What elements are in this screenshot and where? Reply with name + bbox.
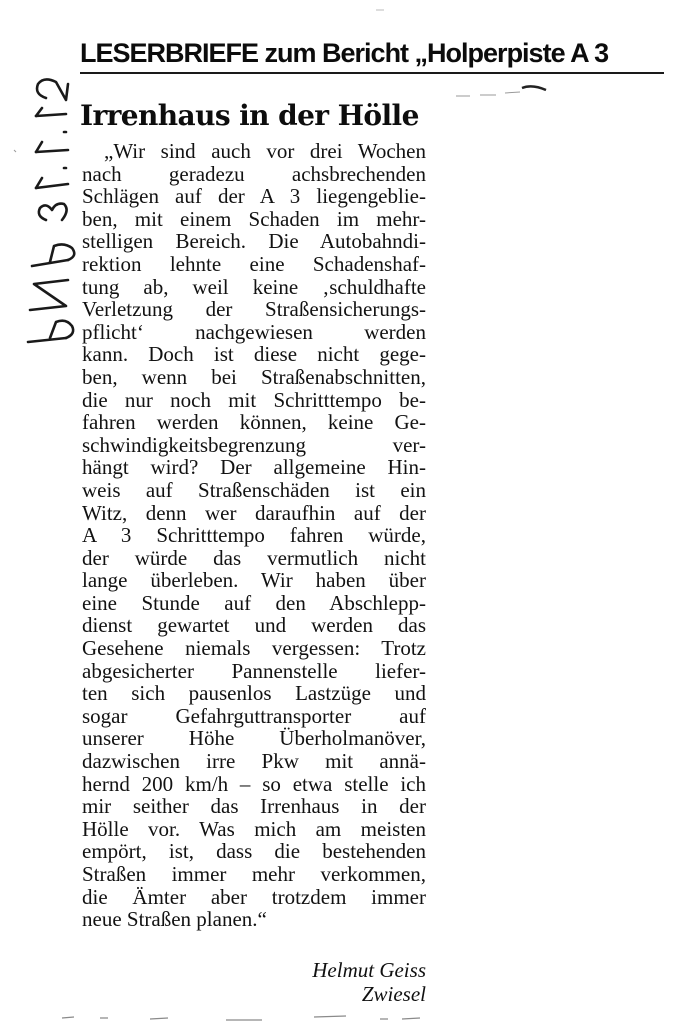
body-line: weis auf Straßenschäden ist ein <box>82 477 426 502</box>
article-headline: Irrenhaus in der Hölle <box>80 99 419 132</box>
handwritten-date-annotation <box>6 70 86 370</box>
author-city: Zwiesel <box>361 982 426 1006</box>
body-line: hernd 200 km/h – so etwa stelle ich <box>82 771 426 796</box>
body-line: ten sich pausenlos Lastzüge und <box>82 681 426 706</box>
body-line: eine Stunde auf den Abschlepp- <box>82 590 426 615</box>
body-line: die Ämter aber trotzdem immer <box>82 884 426 909</box>
section-header: LESERBRIEFE zum Bericht „Holperpiste A 3 <box>80 38 609 68</box>
body-line: unserer Höhe Überholmanöver, <box>82 726 426 751</box>
author-name: Helmut Geiss <box>312 958 426 982</box>
body-line: neue Straßen planen.“ <box>82 907 267 932</box>
body-line: lange überleben. Wir haben über <box>82 568 426 593</box>
body-line: die nur noch mit Schritttempo be- <box>82 387 426 412</box>
body-line: ben, mit einem Schaden im mehr- <box>82 206 426 231</box>
body-line: hängt wird? Der allgemeine Hin- <box>82 455 426 480</box>
body-line: Schlägen auf der A 3 liegengeblie- <box>82 184 426 209</box>
body-line: A 3 Schritttempo fahren würde, <box>82 523 426 548</box>
body-line: ben, wenn bei Straßenabschnitten, <box>82 364 426 389</box>
body-line: Witz, denn wer daraufhin auf der <box>82 500 426 525</box>
body-line: Gesehene niemals vergessen: Trotz <box>82 636 426 661</box>
body-line: Verletzung der Straßensicherungs- <box>82 297 426 322</box>
body-line: schwindigkeitsbegrenzung ver- <box>82 432 426 457</box>
body-line: fahren werden können, keine Ge- <box>82 410 426 435</box>
body-line: der würde das vermutlich nicht <box>82 545 426 570</box>
body-line: Straßen immer mehr verkommen, <box>82 862 426 886</box>
body-line: dienst gewartet und werden das <box>82 613 426 638</box>
body-line: rektion lehnte eine Schadenshaf- <box>82 251 426 276</box>
body-line: stelligen Bereich. Die Autobahndi- <box>82 229 426 254</box>
body-line: sogar Gefahrguttransporter auf <box>82 703 426 728</box>
body-line: abgesicherter Pannenstelle liefer- <box>82 658 426 683</box>
letter-body <box>82 140 426 931</box>
body-line: tung ab, weil keine ‚schuldhafte <box>82 274 426 299</box>
body-line: dazwischen irre Pkw mit annä- <box>82 749 426 774</box>
body-line: mir seither das Irrenhaus in der <box>82 794 426 819</box>
body-line: Hölle vor. Was mich am meisten <box>82 816 426 841</box>
body-line: empört, ist, dass die bestehenden <box>82 839 426 864</box>
header-rule <box>80 72 664 74</box>
body-line: nach geradezu achsbrechenden <box>82 161 426 186</box>
body-line: pflicht‘ nachgewiesen werden <box>82 319 426 344</box>
body-line: kann. Doch ist diese nicht gege- <box>82 342 426 367</box>
body-line: „Wir sind auch vor drei Wochen <box>104 139 426 163</box>
